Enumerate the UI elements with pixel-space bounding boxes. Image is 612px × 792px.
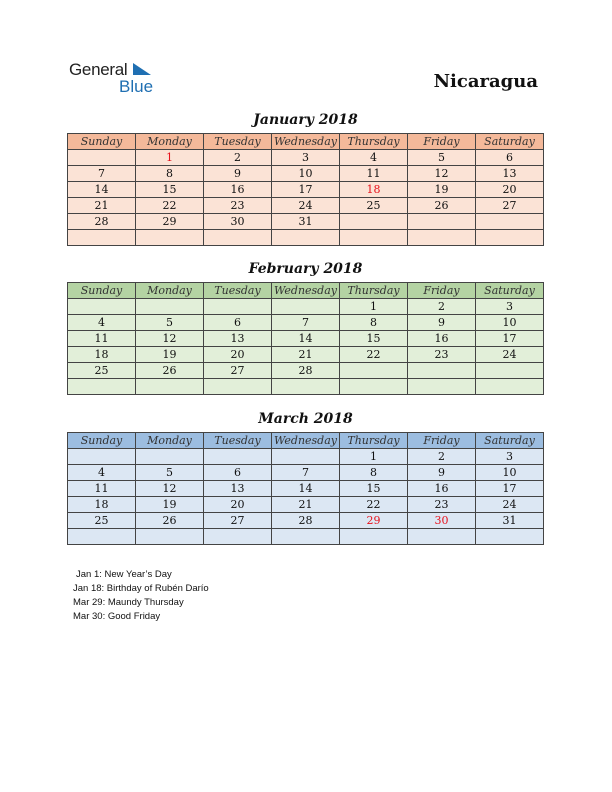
weekday-header-row — [68, 433, 544, 449]
day-cell: 28 — [272, 363, 340, 379]
empty-day-cell — [272, 230, 340, 246]
day-cell: 22 — [340, 347, 408, 363]
holiday-list-item: Jan 18: Birthday of Rubén Darío — [73, 583, 209, 594]
week-row — [68, 214, 544, 230]
empty-day-cell — [340, 214, 408, 230]
empty-day-cell — [136, 449, 204, 465]
day-cell: 16 — [204, 182, 272, 198]
week-row — [68, 315, 544, 331]
day-cell: 11 — [340, 166, 408, 182]
day-cell: 10 — [476, 465, 544, 481]
weekday-header-row — [68, 134, 544, 150]
empty-day-cell — [476, 230, 544, 246]
day-cell: 26 — [136, 363, 204, 379]
weekday-header: Monday — [136, 283, 204, 299]
weekday-header: Saturday — [476, 433, 544, 449]
day-cell: 12 — [136, 331, 204, 347]
empty-day-cell — [408, 529, 476, 545]
holiday-list — [73, 568, 209, 624]
day-cell: 30 — [204, 214, 272, 230]
weekday-header: Friday — [408, 433, 476, 449]
day-cell: 8 — [340, 315, 408, 331]
day-cell: 16 — [408, 331, 476, 347]
day-cell: 14 — [272, 331, 340, 347]
weekday-header: Tuesday — [204, 134, 272, 150]
day-cell: 23 — [204, 198, 272, 214]
week-row — [68, 230, 544, 246]
week-row — [68, 363, 544, 379]
weekday-header: Monday — [136, 433, 204, 449]
day-cell: 24 — [476, 347, 544, 363]
empty-day-cell — [204, 529, 272, 545]
day-cell: 26 — [408, 198, 476, 214]
empty-day-cell — [340, 230, 408, 246]
empty-day-cell — [340, 379, 408, 395]
empty-day-cell — [204, 449, 272, 465]
brand-logo — [69, 60, 179, 100]
day-cell: 29 — [136, 214, 204, 230]
month-title-february: February 2018 — [248, 261, 363, 277]
weekday-header: Sunday — [68, 283, 136, 299]
brand-triangle-icon — [133, 63, 151, 77]
weekday-header: Thursday — [340, 433, 408, 449]
week-row — [68, 198, 544, 214]
day-cell: 3 — [476, 449, 544, 465]
day-cell: 20 — [204, 497, 272, 513]
day-cell: 25 — [68, 363, 136, 379]
empty-day-cell — [68, 150, 136, 166]
day-cell: 3 — [476, 299, 544, 315]
day-cell: 31 — [476, 513, 544, 529]
weekday-header: Wednesday — [272, 433, 340, 449]
day-cell: 18 — [68, 497, 136, 513]
empty-day-cell — [340, 529, 408, 545]
week-row — [68, 449, 544, 465]
day-cell: 3 — [272, 150, 340, 166]
day-cell: 17 — [476, 481, 544, 497]
brand-word-blue: Blue — [119, 77, 154, 96]
weekday-header: Friday — [408, 134, 476, 150]
empty-day-cell — [68, 449, 136, 465]
day-cell: 26 — [136, 513, 204, 529]
brand-word-general: General — [69, 60, 128, 79]
weekday-header: Saturday — [476, 283, 544, 299]
day-cell: 20 — [204, 347, 272, 363]
day-cell: 24 — [476, 497, 544, 513]
empty-day-cell — [272, 449, 340, 465]
empty-day-cell — [408, 379, 476, 395]
weekday-header: Sunday — [68, 433, 136, 449]
empty-day-cell — [136, 529, 204, 545]
weekday-header: Tuesday — [204, 433, 272, 449]
day-cell: 2 — [408, 449, 476, 465]
day-cell: 10 — [272, 166, 340, 182]
day-cell: 7 — [68, 166, 136, 182]
weekday-header-row — [68, 283, 544, 299]
day-cell: 30 — [408, 513, 476, 529]
empty-day-cell — [340, 363, 408, 379]
day-cell: 17 — [476, 331, 544, 347]
empty-day-cell — [68, 230, 136, 246]
weekday-header: Sunday — [68, 134, 136, 150]
day-cell: 1 — [340, 449, 408, 465]
week-row — [68, 513, 544, 529]
day-cell: 25 — [68, 513, 136, 529]
holiday-list-item: Mar 29: Maundy Thursday — [73, 597, 184, 608]
day-cell: 9 — [408, 465, 476, 481]
weekday-header: Tuesday — [204, 283, 272, 299]
weekday-header: Thursday — [340, 134, 408, 150]
empty-day-cell — [272, 529, 340, 545]
day-cell: 5 — [408, 150, 476, 166]
empty-day-cell — [272, 299, 340, 315]
day-cell: 7 — [272, 465, 340, 481]
day-cell: 13 — [476, 166, 544, 182]
empty-day-cell — [408, 363, 476, 379]
empty-day-cell — [408, 214, 476, 230]
day-cell: 21 — [68, 198, 136, 214]
day-cell: 2 — [408, 299, 476, 315]
day-cell: 15 — [340, 331, 408, 347]
calendar-march — [67, 432, 544, 545]
day-cell: 5 — [136, 465, 204, 481]
day-cell: 1 — [136, 150, 204, 166]
week-row — [68, 182, 544, 198]
holiday-list-item: Jan 1: New Year’s Day — [76, 569, 172, 580]
empty-day-cell — [408, 230, 476, 246]
day-cell: 22 — [340, 497, 408, 513]
week-row — [68, 347, 544, 363]
day-cell: 11 — [68, 481, 136, 497]
day-cell: 15 — [340, 481, 408, 497]
day-cell: 13 — [204, 331, 272, 347]
day-cell: 6 — [204, 465, 272, 481]
day-cell: 19 — [136, 497, 204, 513]
empty-day-cell — [476, 363, 544, 379]
day-cell: 18 — [68, 347, 136, 363]
empty-day-cell — [476, 214, 544, 230]
weekday-header: Thursday — [340, 283, 408, 299]
weekday-header: Friday — [408, 283, 476, 299]
empty-day-cell — [204, 379, 272, 395]
empty-day-cell — [204, 299, 272, 315]
day-cell: 12 — [136, 481, 204, 497]
week-row — [68, 331, 544, 347]
day-cell: 31 — [272, 214, 340, 230]
day-cell: 8 — [136, 166, 204, 182]
holiday-list-item: Mar 30: Good Friday — [73, 611, 161, 622]
day-cell: 29 — [340, 513, 408, 529]
day-cell: 23 — [408, 497, 476, 513]
day-cell: 2 — [204, 150, 272, 166]
day-cell: 4 — [68, 465, 136, 481]
weekday-header: Wednesday — [272, 283, 340, 299]
day-cell: 4 — [68, 315, 136, 331]
empty-day-cell — [476, 529, 544, 545]
day-cell: 5 — [136, 315, 204, 331]
weekday-header: Saturday — [476, 134, 544, 150]
day-cell: 9 — [204, 166, 272, 182]
day-cell: 22 — [136, 198, 204, 214]
day-cell: 14 — [68, 182, 136, 198]
day-cell: 16 — [408, 481, 476, 497]
month-title-march: March 2018 — [258, 411, 353, 427]
empty-day-cell — [68, 299, 136, 315]
weekday-header: Monday — [136, 134, 204, 150]
day-cell: 11 — [68, 331, 136, 347]
day-cell: 19 — [408, 182, 476, 198]
day-cell: 10 — [476, 315, 544, 331]
empty-day-cell — [68, 529, 136, 545]
week-row — [68, 379, 544, 395]
empty-day-cell — [204, 230, 272, 246]
day-cell: 19 — [136, 347, 204, 363]
week-row — [68, 299, 544, 315]
day-cell: 27 — [204, 513, 272, 529]
day-cell: 17 — [272, 182, 340, 198]
country-title: Nicaragua — [433, 71, 538, 92]
week-row — [68, 465, 544, 481]
day-cell: 15 — [136, 182, 204, 198]
empty-day-cell — [476, 379, 544, 395]
day-cell: 6 — [204, 315, 272, 331]
calendar-january — [67, 133, 544, 246]
empty-day-cell — [68, 379, 136, 395]
day-cell: 20 — [476, 182, 544, 198]
empty-day-cell — [136, 230, 204, 246]
day-cell: 13 — [204, 481, 272, 497]
day-cell: 21 — [272, 497, 340, 513]
day-cell: 7 — [272, 315, 340, 331]
day-cell: 18 — [340, 182, 408, 198]
week-row — [68, 481, 544, 497]
day-cell: 6 — [476, 150, 544, 166]
week-row — [68, 166, 544, 182]
day-cell: 28 — [68, 214, 136, 230]
day-cell: 14 — [272, 481, 340, 497]
week-row — [68, 497, 544, 513]
empty-day-cell — [136, 299, 204, 315]
calendar-february — [67, 282, 544, 395]
weekday-header: Wednesday — [272, 134, 340, 150]
day-cell: 8 — [340, 465, 408, 481]
day-cell: 4 — [340, 150, 408, 166]
day-cell: 12 — [408, 166, 476, 182]
day-cell: 28 — [272, 513, 340, 529]
empty-day-cell — [272, 379, 340, 395]
day-cell: 23 — [408, 347, 476, 363]
day-cell: 27 — [476, 198, 544, 214]
day-cell: 21 — [272, 347, 340, 363]
day-cell: 24 — [272, 198, 340, 214]
day-cell: 9 — [408, 315, 476, 331]
day-cell: 27 — [204, 363, 272, 379]
day-cell: 1 — [340, 299, 408, 315]
month-title-january: January 2018 — [253, 112, 358, 128]
week-row — [68, 529, 544, 545]
day-cell: 25 — [340, 198, 408, 214]
week-row — [68, 150, 544, 166]
empty-day-cell — [136, 379, 204, 395]
